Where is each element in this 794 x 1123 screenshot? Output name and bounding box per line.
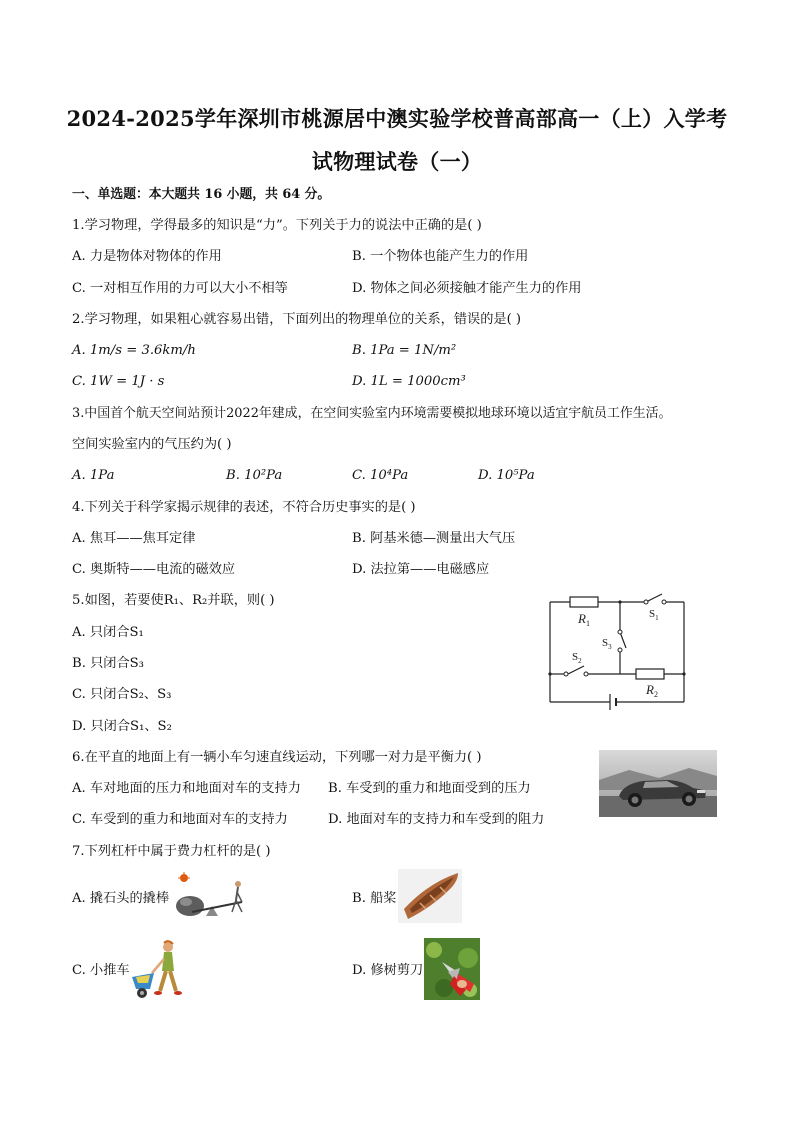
switch-s1	[646, 594, 662, 602]
label-r2: $R_2$	[646, 682, 658, 699]
exam-title-line2: 试物理试卷（一）	[311, 149, 483, 174]
section-heading: 一、单选题：本大题共 16 小题，共 64 分。	[72, 187, 331, 202]
q4-option-c: C. 奥斯特——电流的磁效应	[72, 562, 236, 577]
q3-stem-line1: 3.中国首个航天空间站预计2022年建成，在空间实验室内环境需要模拟地球环境以适宜宇航员工作生活。	[72, 406, 672, 421]
wheelbarrow-picture	[130, 939, 186, 1001]
crowbar-lever-picture	[170, 872, 250, 920]
q2-option-b: B. 1Pa = 1N/m²	[352, 343, 457, 358]
q4-option-a: A. 焦耳——焦耳定律	[72, 531, 196, 546]
boat-oar-picture	[398, 869, 462, 923]
q4-option-b: B. 阿基米德—测量出大气压	[352, 531, 516, 546]
q7-option-d: D. 修树剪刀	[352, 963, 424, 978]
circuit-diagram	[540, 590, 700, 712]
q1-stem: 1.学习物理，学得最多的知识是“力”。下列关于力的说法中正确的是( )	[72, 218, 482, 233]
q7-option-a: A. 撬石头的撬棒	[72, 891, 170, 906]
q3-option-a: A. 1Pa	[72, 468, 115, 483]
exam-title-line1: 2024-2025学年深圳市桃源居中澳实验学校普高部高一（上）入学考	[66, 106, 728, 131]
label-s1: $S_1$	[649, 608, 659, 622]
q4-option-d: D. 法拉第——电磁感应	[352, 562, 490, 577]
q6-option-c: C. 车受到的重力和地面对车的支持力	[72, 812, 288, 827]
q2-option-d: D. 1L = 1000cm³	[352, 374, 466, 389]
q5-option-a: A. 只闭合S₁	[72, 625, 144, 640]
switch-s2	[568, 666, 584, 674]
q5-option-b: B. 只闭合S₃	[72, 656, 144, 671]
q1-option-c: C. 一对相互作用的力可以大小不相等	[72, 281, 288, 296]
q2-option-c: C. 1W = 1J · s	[72, 374, 165, 389]
q5-option-c: C. 只闭合S₂、S₃	[72, 687, 172, 702]
q1-option-a: A. 力是物体对物体的作用	[72, 249, 222, 264]
label-s2: $S_2$	[572, 651, 582, 665]
q6-option-d: D. 地面对车的支持力和车受到的阻力	[328, 812, 545, 827]
resistor-r1	[570, 597, 598, 607]
q2-option-a: A. 1m/s = 3.6km/h	[72, 343, 196, 358]
q5-option-d: D. 只闭合S₁、S₂	[72, 719, 172, 734]
q3-stem-line2: 空间实验室内的气压约为( )	[72, 437, 232, 452]
q6-stem: 6.在平直的地面上有一辆小车匀速直线运动，下列哪一对力是平衡力( )	[72, 750, 482, 765]
q7-option-c: C. 小推车	[72, 963, 130, 978]
q6-option-b: B. 车受到的重力和地面受到的压力	[328, 781, 531, 796]
q3-option-d: D. 10⁵Pa	[478, 468, 535, 483]
q3-option-b: B. 10²Pa	[226, 468, 283, 483]
q5-stem: 5.如图，若要使R₁、R₂并联，则( )	[72, 593, 275, 608]
pruning-shears-picture	[424, 938, 480, 1000]
switch-s3	[620, 632, 626, 648]
label-s3: $S_3$	[602, 637, 612, 651]
car-photo	[599, 750, 717, 817]
q6-option-a: A. 车对地面的压力和地面对车的支持力	[72, 781, 301, 796]
q1-option-d: D. 物体之间必须接触才能产生力的作用	[352, 281, 582, 296]
q7-stem: 7.下列杠杆中属于费力杠杆的是( )	[72, 844, 271, 859]
label-r1: $R_1$	[578, 611, 590, 628]
q7-option-b: B. 船桨	[352, 891, 397, 906]
resistor-r2	[636, 669, 664, 679]
q4-stem: 4.下列关于科学家揭示规律的表述，不符合历史事实的是( )	[72, 500, 416, 515]
q1-option-b: B. 一个物体也能产生力的作用	[352, 249, 529, 264]
q3-option-c: C. 10⁴Pa	[352, 468, 409, 483]
q2-stem: 2.学习物理，如果粗心就容易出错，下面列出的物理单位的关系，错误的是( )	[72, 312, 522, 327]
